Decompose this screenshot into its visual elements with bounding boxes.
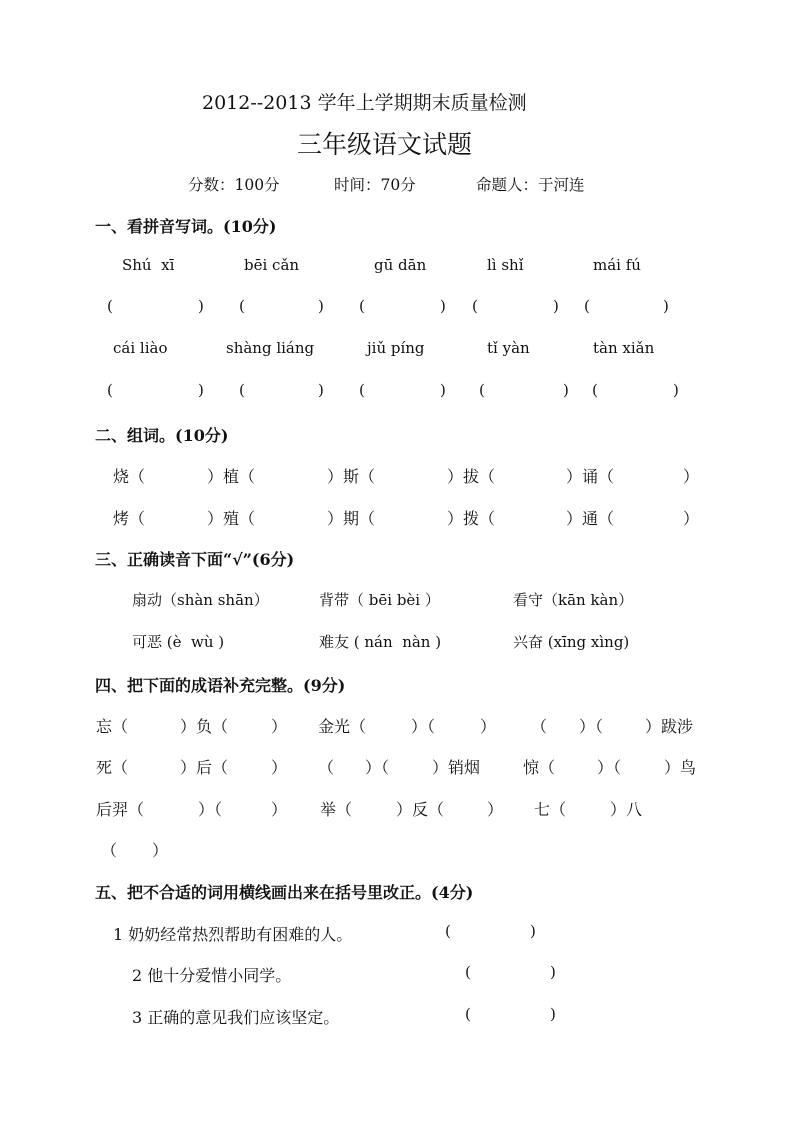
score-info: 分数：100分 xyxy=(188,176,280,194)
pinyin-item: tàn xiǎn xyxy=(593,339,655,357)
idiom-part: ）（ xyxy=(597,758,622,777)
idiom-part: ） xyxy=(480,717,497,736)
reading-item[interactable]: 背带（ bēi bèi ） xyxy=(319,591,440,609)
answer-bracket-open[interactable]: ( xyxy=(359,297,365,315)
idiom-part: ）（ xyxy=(579,717,604,736)
word-item: ）拨（ xyxy=(447,509,496,528)
answer-bracket-close: ) xyxy=(198,381,204,399)
idiom-part: 忘（ xyxy=(96,717,129,736)
answer-bracket-close: ) xyxy=(673,381,679,399)
answer-bracket-open[interactable]: ( xyxy=(479,381,485,399)
idiom-part: ）反（ xyxy=(396,800,445,819)
word-item: ） xyxy=(683,509,700,528)
pinyin-item: lì shǐ xyxy=(487,256,524,274)
reading-item[interactable]: 兴奋 (xīng xìng) xyxy=(513,633,630,651)
idiom-part: ）跋涉 xyxy=(645,717,694,736)
idiom-part: 举（ xyxy=(320,800,353,819)
reading-item[interactable]: 难友 ( nán nàn ) xyxy=(319,633,442,651)
idiom-part: 后羿（ xyxy=(96,800,145,819)
idiom-part: 金光（ xyxy=(318,717,367,736)
sentence-item: 2 他十分爱惜小同学。 xyxy=(132,966,292,985)
idiom-part: ）鸟 xyxy=(664,758,697,777)
section-1-heading: 一、看拼音写词。(10分) xyxy=(95,217,277,236)
word-item: ）期（ xyxy=(327,509,376,528)
author-info: 命题人：于河连 xyxy=(476,176,585,194)
idiom-part: 惊（ xyxy=(523,758,556,777)
idiom-part: ）（ xyxy=(411,717,436,736)
correction-bracket-close: ) xyxy=(550,963,556,981)
idiom-part: （ xyxy=(318,758,335,777)
idiom-part: ） xyxy=(152,841,169,860)
reading-item[interactable]: 看守（kān kàn） xyxy=(513,591,634,609)
answer-bracket-open[interactable]: ( xyxy=(592,381,598,399)
time-info: 时间：70分 xyxy=(334,176,416,194)
idiom-part: ） xyxy=(487,800,504,819)
word-item: ） xyxy=(683,467,700,486)
reading-item[interactable]: 扇动（shàn shān） xyxy=(132,591,269,609)
answer-bracket-open[interactable]: ( xyxy=(472,297,478,315)
answer-bracket-open[interactable]: ( xyxy=(107,297,113,315)
word-item: ）殖（ xyxy=(207,509,256,528)
sentence-item: 1 奶奶经常热烈帮助有困难的人。 xyxy=(113,925,353,944)
answer-bracket-close: ) xyxy=(318,297,324,315)
answer-bracket-close: ) xyxy=(553,297,559,315)
pinyin-item: bēi cǎn xyxy=(244,256,300,274)
idiom-part: ）后（ xyxy=(180,758,229,777)
answer-bracket-close: ) xyxy=(440,381,446,399)
answer-bracket-open[interactable]: ( xyxy=(239,381,245,399)
pinyin-item: tǐ yàn xyxy=(487,339,530,357)
idiom-part: ）八 xyxy=(610,800,643,819)
pinyin-item: jiǔ píng xyxy=(367,339,425,357)
pinyin-item: Shú xī xyxy=(122,256,175,274)
word-item: ）通（ xyxy=(566,509,615,528)
idiom-part: 七（ xyxy=(534,800,567,819)
correction-bracket-open[interactable]: ( xyxy=(465,1005,471,1023)
answer-bracket-open[interactable]: ( xyxy=(359,381,365,399)
word-item: ）斯（ xyxy=(327,467,376,486)
correction-bracket-close: ) xyxy=(530,922,536,940)
pinyin-item: cái liào xyxy=(113,339,168,357)
answer-bracket-close: ) xyxy=(198,297,204,315)
idiom-part: （ xyxy=(101,841,118,860)
reading-item[interactable]: 可恶 (è wù ) xyxy=(132,633,225,651)
idiom-part: 死（ xyxy=(96,758,129,777)
idiom-part: ） xyxy=(271,717,288,736)
exam-title-line1: 2012--2013 学年上学期期末质量检测 xyxy=(202,92,527,114)
section-2-heading: 二、组词。(10分) xyxy=(95,426,229,445)
exam-title: 三年级语文试题 xyxy=(297,130,473,159)
word-item: 烤（ xyxy=(113,509,146,528)
sentence-item: 3 正确的意见我们应该坚定。 xyxy=(132,1008,340,1027)
answer-bracket-close: ) xyxy=(318,381,324,399)
idiom-part: （ xyxy=(531,717,548,736)
word-item: ）拔（ xyxy=(447,467,496,486)
idiom-part: ）销烟 xyxy=(432,758,481,777)
answer-bracket-close: ) xyxy=(563,381,569,399)
word-item: 烧（ xyxy=(113,467,146,486)
answer-bracket-open[interactable]: ( xyxy=(239,297,245,315)
idiom-part: ） xyxy=(271,758,288,777)
word-item: ）植（ xyxy=(207,467,256,486)
correction-bracket-close: ) xyxy=(550,1005,556,1023)
word-item: ）诵（ xyxy=(566,467,615,486)
idiom-part: ）（ xyxy=(198,800,223,819)
correction-bracket-open[interactable]: ( xyxy=(465,963,471,981)
idiom-part: ）（ xyxy=(365,758,390,777)
answer-bracket-open[interactable]: ( xyxy=(107,381,113,399)
section-3-heading: 三、正确读音下面“√”(6分) xyxy=(95,550,295,569)
pinyin-item: mái fú xyxy=(593,256,641,274)
section-5-heading: 五、把不合适的词用横线画出来在括号里改正。(4分) xyxy=(95,883,474,902)
pinyin-item: shàng liáng xyxy=(226,339,315,357)
correction-bracket-open[interactable]: ( xyxy=(445,922,451,940)
answer-bracket-close: ) xyxy=(663,297,669,315)
section-4-heading: 四、把下面的成语补充完整。(9分) xyxy=(95,676,346,695)
idiom-part: ）负（ xyxy=(180,717,229,736)
answer-bracket-open[interactable]: ( xyxy=(584,297,590,315)
pinyin-item: gū dān xyxy=(374,256,427,274)
answer-bracket-close: ) xyxy=(440,297,446,315)
idiom-part: ） xyxy=(271,800,288,819)
